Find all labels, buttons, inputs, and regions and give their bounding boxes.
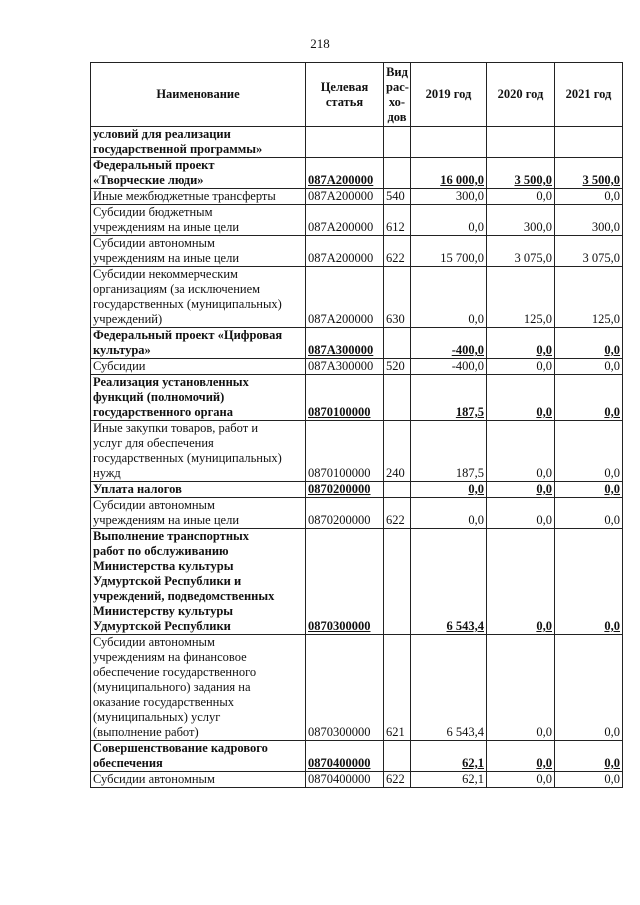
row-value-2019: 62,1 [411,741,487,772]
row-target-code: 0870400000 [306,741,384,772]
row-value-2020: 0,0 [487,359,555,375]
row-value-2019: 15 700,0 [411,236,487,267]
row-value-2021: 0,0 [555,741,623,772]
row-name-line: учреждений) [93,312,163,326]
row-name [91,359,306,375]
row-name-line: Иные межбюджетные трансферты [93,189,276,203]
row-name-line: Субсидии бюджетным [93,205,213,219]
row-value-2020: 0,0 [487,482,555,498]
row-value-2019 [411,127,487,158]
row-value-2019: -400,0 [411,328,487,359]
row-name-line: организациям (за исключением [93,282,261,296]
row-name-line: Субсидии некоммерческим [93,267,238,281]
row-value-2020: 0,0 [487,328,555,359]
table-row [91,158,623,189]
header-name: Наименование [91,63,306,127]
row-expense-type: 612 [384,205,411,236]
row-value-2020: 0,0 [487,421,555,482]
row-name [91,127,306,158]
row-target-code: 0870200000 [306,482,384,498]
table-header-row [91,63,623,127]
table-row [91,529,623,635]
row-target-code: 087A200000 [306,205,384,236]
row-expense-type: 630 [384,267,411,328]
row-name-line: Субсидии автономным [93,772,215,786]
row-value-2019: 187,5 [411,375,487,421]
row-name-line: учреждениям на иные цели [93,513,240,527]
row-value-2019: 16 000,0 [411,158,487,189]
row-name [91,421,306,482]
row-name-line: условий для реализации [93,127,231,141]
row-name-line: (муниципального) задания на [93,680,251,694]
header-target: Целевая статья [306,63,384,127]
row-value-2019: 0,0 [411,482,487,498]
row-target-code: 0870100000 [306,375,384,421]
row-name-line: Министерства культуры [93,559,234,573]
row-value-2020: 300,0 [487,205,555,236]
row-value-2019: 62,1 [411,772,487,788]
row-expense-type: 622 [384,772,411,788]
row-target-code: 087A200000 [306,189,384,205]
row-expense-type: 622 [384,498,411,529]
row-name-line: услуг для обеспечения [93,436,214,450]
row-value-2021: 0,0 [555,375,623,421]
row-expense-type: 621 [384,635,411,741]
row-target-code: 0870200000 [306,498,384,529]
row-expense-type [384,482,411,498]
row-name [91,375,306,421]
header-vid-line: хо- [388,94,406,109]
table-row [91,482,623,498]
row-name-line: Субсидии автономным [93,498,215,512]
row-value-2019: 6 543,4 [411,635,487,741]
row-name [91,772,306,788]
row-value-2019: 300,0 [411,189,487,205]
row-name-line: Уплата налогов [93,482,182,496]
row-value-2019: -400,0 [411,359,487,375]
row-name-line: (выполнение работ) [93,725,199,739]
row-name [91,189,306,205]
row-expense-type [384,741,411,772]
row-name-line: функций (полномочий) [93,390,225,404]
row-name-line: Федеральный проект [93,158,215,172]
row-value-2020: 0,0 [487,529,555,635]
row-name [91,205,306,236]
row-value-2021: 0,0 [555,772,623,788]
row-name-line: Субсидии автономным [93,635,215,649]
row-name-line: (муниципальных) услуг [93,710,221,724]
row-value-2021: 0,0 [555,328,623,359]
row-target-code: 0870300000 [306,635,384,741]
table-row [91,635,623,741]
table-row [91,741,623,772]
row-value-2019: 0,0 [411,498,487,529]
row-value-2021: 3 500,0 [555,158,623,189]
row-value-2021 [555,127,623,158]
row-name-line: Реализация установленных [93,375,249,389]
row-name-line: Выполнение транспортных [93,529,250,543]
row-target-code: 0870100000 [306,421,384,482]
row-value-2020: 3 075,0 [487,236,555,267]
row-name-line: культура» [93,343,151,357]
row-target-code: 087A300000 [306,328,384,359]
row-name-line: государственного органа [93,405,233,419]
table-row [91,267,623,328]
row-value-2021: 3 075,0 [555,236,623,267]
table-row [91,772,623,788]
row-name [91,267,306,328]
table-row [91,189,623,205]
table-row [91,375,623,421]
row-name-line: «Творческие люди» [93,173,204,187]
row-value-2020: 0,0 [487,498,555,529]
row-name [91,236,306,267]
row-name-line: Удмуртской Республики [93,619,231,633]
row-value-2021: 0,0 [555,498,623,529]
row-name [91,498,306,529]
row-name [91,158,306,189]
row-expense-type: 622 [384,236,411,267]
row-name-line: Совершенствование кадрового [93,741,268,755]
row-name-line: учреждений, подведомственных [93,589,275,603]
table-row [91,236,623,267]
table-row [91,359,623,375]
row-expense-type [384,158,411,189]
row-target-code: 087A200000 [306,267,384,328]
header-vid-line: дов [387,109,407,124]
row-name-line: учреждениям на иные цели [93,220,240,234]
row-value-2019: 0,0 [411,205,487,236]
header-vid-line: Вид [386,64,408,79]
row-value-2021: 0,0 [555,529,623,635]
row-value-2021: 0,0 [555,635,623,741]
page-number: 218 [310,36,330,51]
row-target-code: 0870400000 [306,772,384,788]
row-name-line: работ по обслуживанию [93,544,229,558]
table-body [91,127,623,788]
row-value-2020: 0,0 [487,189,555,205]
row-name-line: обеспечение государственного [93,665,257,679]
row-target-code: 087A200000 [306,158,384,189]
row-value-2021: 125,0 [555,267,623,328]
row-expense-type [384,127,411,158]
header-vid-line: рас- [386,79,409,94]
row-name-line: Субсидии автономным [93,236,215,250]
header-vid [384,63,411,127]
row-name [91,328,306,359]
row-target-code: 0870300000 [306,529,384,635]
row-name [91,482,306,498]
row-expense-type [384,529,411,635]
row-expense-type [384,375,411,421]
row-value-2020: 0,0 [487,741,555,772]
row-value-2020 [487,127,555,158]
row-value-2020: 0,0 [487,635,555,741]
row-name-line: Удмуртской Республики и [93,574,242,588]
header-2021: 2021 год [555,63,623,127]
budget-table [90,62,623,788]
row-value-2019: 6 543,4 [411,529,487,635]
row-name-line: Субсидии [93,359,146,373]
row-target-code: 087A300000 [306,359,384,375]
row-expense-type: 540 [384,189,411,205]
row-name-line: нужд [93,466,121,480]
row-value-2019: 187,5 [411,421,487,482]
table-row [91,205,623,236]
row-expense-type [384,328,411,359]
row-value-2020: 0,0 [487,772,555,788]
row-value-2021: 0,0 [555,421,623,482]
row-value-2021: 0,0 [555,482,623,498]
row-name-line: учреждениям на финансовое [93,650,247,664]
row-name [91,741,306,772]
row-name-line: государственных (муниципальных) [93,451,282,465]
row-target-code [306,127,384,158]
row-target-code: 087A200000 [306,236,384,267]
row-value-2020: 125,0 [487,267,555,328]
row-name-line: Иные закупки товаров, работ и [93,421,259,435]
row-value-2019: 0,0 [411,267,487,328]
row-value-2020: 0,0 [487,375,555,421]
table-row [91,421,623,482]
header-2019: 2019 год [411,63,487,127]
table-row [91,127,623,158]
row-name-line: обеспечения [93,756,163,770]
row-name-line: Министерству культуры [93,604,234,618]
row-name-line: государственных (муниципальных) [93,297,282,311]
row-name-line: учреждениям на иные цели [93,251,240,265]
row-value-2021: 0,0 [555,359,623,375]
row-name-line: оказание государственных [93,695,235,709]
row-name [91,529,306,635]
row-name-line: государственной программы» [93,142,263,156]
header-2020: 2020 год [487,63,555,127]
row-name [91,635,306,741]
table-row [91,498,623,529]
row-expense-type: 240 [384,421,411,482]
table-row [91,328,623,359]
row-name-line: Федеральный проект «Цифровая [93,328,283,342]
row-expense-type: 520 [384,359,411,375]
row-value-2021: 300,0 [555,205,623,236]
row-value-2020: 3 500,0 [487,158,555,189]
row-value-2021: 0,0 [555,189,623,205]
